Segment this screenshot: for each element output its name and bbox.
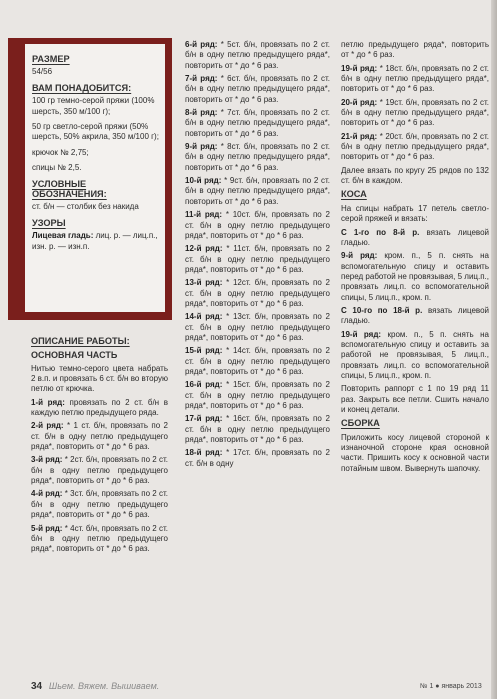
row-label: 6-й ряд: (185, 40, 218, 49)
row-instruction (341, 251, 489, 303)
row-instruction (185, 278, 330, 309)
row-instruction (31, 524, 168, 555)
row-text: кром. п., 5 п. снять на вспомогательную спицу и оставить за работой не провязывая, 5 лиц.п., провязать лиц.п. со вспомогательной спицы, 5 лиц.п., кром. п. (341, 329, 489, 380)
legend-item: ст. б/н — столбик без накида (32, 202, 139, 212)
row-text: * 16ст. б/н, провязать по 2 ст. б/н в одну петлю предыдущего ряда*, повторить от * до * 6 раз. (185, 414, 330, 445)
assembly-heading: СБОРКА (341, 418, 380, 429)
issue-label: № 1 ● январь 2013 (420, 683, 482, 690)
row-text: * 20ст. б/н, провязать по 2 ст. б/н в одну петлю предыдущего ряда*, повторить от * до * 6 раз. (341, 131, 489, 162)
footer-left (31, 681, 159, 692)
row-text: * 1 ст. б/н, провязать по 2 ст. б/н в одну петлю предыдущего ряда*, повторить от * до * 6 раз. (31, 421, 168, 452)
row-text: * 11ст. б/н, провязать по 2 ст. б/н в одну петлю предыдущего ряда*, повторить от * до * 6 раз. (185, 244, 330, 274)
row-text: * 9ст. б/н, провязать по 2 ст. б/н в одну петлю предыдущего ряда*, повторить от * до * 6 раз. (185, 176, 330, 206)
row-label: 3-й ряд: (31, 455, 63, 465)
row-text: * 2ст. б/н, провязать по 2 ст. б/н в одну петлю предыдущего ряда*, повторить от * до * 6 раз. (31, 455, 168, 486)
material-item: 100 гр темно-серой пряжи (100% шерсть, 350 м/100 г); (32, 96, 155, 116)
row-label: 19-й ряд: (341, 329, 382, 339)
row-continuation: петлю предыдущего ряда*, повторить от * до * 6 раз. (341, 40, 489, 60)
patterns-heading: УЗОРЫ (32, 217, 66, 228)
row-instruction (185, 346, 330, 377)
main-part-heading: ОСНОВНАЯ ЧАСТЬ (31, 350, 118, 361)
row-label: С 10-го по 18-й р. (341, 305, 423, 315)
row-text: вязать лицевой гладью. (341, 305, 489, 326)
row-instruction (185, 74, 330, 105)
row-text: * 18ст. б/н, провязать по 2 ст. б/н в одну петлю предыдущего ряда*, повторить от * до * 6 раз. (341, 63, 489, 94)
row-label: 14-й ряд: (185, 312, 223, 322)
row-instruction (185, 176, 330, 207)
row-instruction (31, 489, 168, 520)
column-2 (185, 40, 330, 472)
row-text: * 7ст. б/н, провязать по 2 ст. б/н в одну петлю предыдущего ряда*, повторить от * до * 6 раз. (185, 108, 330, 138)
row-text: * 6ст. б/н, провязать по 2 ст. б/н в одну петлю предыдущего ряда*, повторить от * до * 6 раз. (185, 74, 330, 104)
row-text: * 15ст. б/н, провязать по 2 ст. б/н в одну петлю предыдущего ряда*, повторить от * до * 6 раз. (185, 380, 330, 410)
row-instruction (341, 98, 489, 129)
row-label: 8-й ряд: (185, 108, 218, 118)
column-1 (31, 334, 168, 558)
row-instruction (31, 398, 168, 419)
row-instruction (185, 108, 330, 139)
row-label: 1-й ряд: (31, 397, 65, 407)
row-label: 15-й ряд: (185, 346, 223, 356)
row-text: кром. п., 5 п. снять на вспомогательную спицу и оставить перед работой не провязывая, 5 лиц.п., провязать лиц.п. со вспомогательной спицы, 5 лиц.п., кром. п. (341, 251, 489, 302)
description-heading: ОПИСАНИЕ РАБОТЫ: (31, 336, 130, 346)
row-label: 9-й ряд: (185, 142, 218, 152)
row-label: 10-й ряд: (185, 176, 222, 186)
materials-heading: ВАМ ПОНАДОБИТСЯ: (32, 82, 132, 93)
row-label: 11-й ряд: (185, 210, 223, 220)
kosa-intro: На спицы набрать 17 петель светло-серой пряжей и вязать: (341, 203, 489, 224)
row-instruction (185, 312, 330, 343)
row-text: * 5ст. б/н, провязать по 2 ст. б/н в одну петлю предыдущего ряда*, повторить от * до * 6 раз. (185, 40, 330, 70)
row-instruction (31, 421, 168, 452)
row-text: * 14ст. б/н, провязать по 2 ст. б/н в одну петлю предыдущего ряда*, повторить от * до * 6 раз. (185, 346, 330, 376)
row-instruction (341, 132, 489, 163)
further-paragraph: Далее вязать по кругу 25 рядов по 132 ст. б/н в каждом. (341, 165, 489, 186)
row-label: 16-й ряд: (185, 380, 223, 390)
row-label: 18-й ряд: (185, 448, 223, 458)
column-3 (341, 40, 489, 477)
magazine-brand: Шьем. Вяжем. Вышиваем. (48, 681, 160, 691)
row-label: 20-й ряд: (341, 97, 378, 107)
row-label: 21-й ряд: (341, 131, 378, 141)
row-text: * 8ст. б/н, провязать по 2 ст. б/н в одну петлю предыдущего ряда*, повторить от * до * 6 раз. (185, 142, 330, 172)
row-text: * 10ст. б/н, провязать по 2 ст. б/н в одну петлю предыдущего ряда*, повторить от * до * 6 раз. (185, 210, 330, 240)
row-instruction (185, 380, 330, 411)
row-label: 19-й ряд: (341, 63, 378, 73)
row-label: 9-й ряд: (341, 251, 378, 261)
row-label: 2-й ряд: (31, 421, 64, 431)
row-instruction (341, 64, 489, 95)
row-text: * 3ст. б/н, провязать по 2 ст. б/н в одну петлю предыдущего ряда*, повторить от * до * 6 раз. (31, 489, 168, 520)
row-instruction (185, 210, 330, 241)
kosa-heading: КОСА (341, 189, 367, 200)
row-text: * 13ст. б/н, провязать по 2 ст. б/н в одну петлю предыдущего ряда*, повторить от * до * 6 раз. (185, 312, 330, 342)
row-label: 17-й ряд: (185, 414, 223, 424)
row-instruction (341, 330, 489, 382)
row-label: 5-й ряд: (31, 523, 63, 533)
row-instruction (185, 40, 330, 71)
row-label: 13-й ряд: (185, 278, 223, 288)
row-label: 4-й ряд: (31, 489, 63, 499)
row-instruction (341, 228, 489, 249)
material-item: спицы № 2,5. (32, 163, 82, 173)
row-text: * 17ст. б/н, провязать по 2 ст. б/н в одну (185, 448, 330, 468)
intro-paragraph: Нитью темно-серого цвета набрать 2 в.п. и провязать 6 ст. б/н во вторую петлю от крючка. (31, 363, 168, 394)
row-text: вязать лицевой гладью. (341, 227, 489, 247)
page-binding-edge (491, 0, 497, 699)
pattern-text: лиц. р. — лиц.п., изн. р. — изн.п. (32, 231, 158, 251)
pattern-item (32, 231, 159, 252)
pattern-label: Лицевая гладь: (32, 231, 94, 241)
row-label: С 1-го по 8-й р. (341, 227, 420, 237)
row-instruction (341, 306, 489, 327)
material-item: 50 гр светло-серой пряжи (50% шерсть, 50% акрила, 350 м/100 г); (32, 122, 159, 142)
size-heading: РАЗМЕР (32, 54, 70, 64)
row-text: * 19ст. б/н, провязать по 2 ст. б/н в одну петлю предыдущего ряда*, повторить от * до * 6 раз. (341, 97, 489, 128)
repeat-paragraph: Повторить раппорт с 1 по 19 ряд 11 раз. Закрыть все петли. Сшить начало и конец детали. (341, 384, 489, 414)
row-instruction (185, 142, 330, 173)
row-instruction (31, 455, 168, 486)
materials-sidebar (25, 44, 165, 312)
row-text: * 12ст. б/н, провязать по 2 ст. б/н в одну петлю предыдущего ряда*, повторить от * до * 6 раз. (185, 278, 330, 308)
material-item: крючок № 2,75; (32, 147, 89, 157)
page-number: 34 (31, 681, 43, 692)
assembly-paragraph: Приложить косу лицевой стороной к изнаночной стороне края основной части. Пришить косу к основной части потайным швом. Вывернуть шапочку. (341, 432, 489, 473)
row-text: провязать по 2 ст. б/н в каждую петлю предыдущего ряда. (31, 397, 168, 418)
row-label: 7-й ряд: (185, 74, 218, 84)
size-value: 54/56 (32, 67, 53, 77)
row-instruction (185, 414, 330, 445)
row-instruction (185, 448, 330, 469)
row-label: 12-й ряд: (185, 244, 223, 254)
row-instruction (185, 244, 330, 275)
row-text: * 4ст. б/н, провязать по 2 ст. б/н в одну петлю предыдущего ряда*, повторить от * до * 6 раз. (31, 523, 168, 554)
legend-heading: УСЛОВНЫЕ ОБОЗНАЧЕНИЯ: (32, 178, 107, 200)
